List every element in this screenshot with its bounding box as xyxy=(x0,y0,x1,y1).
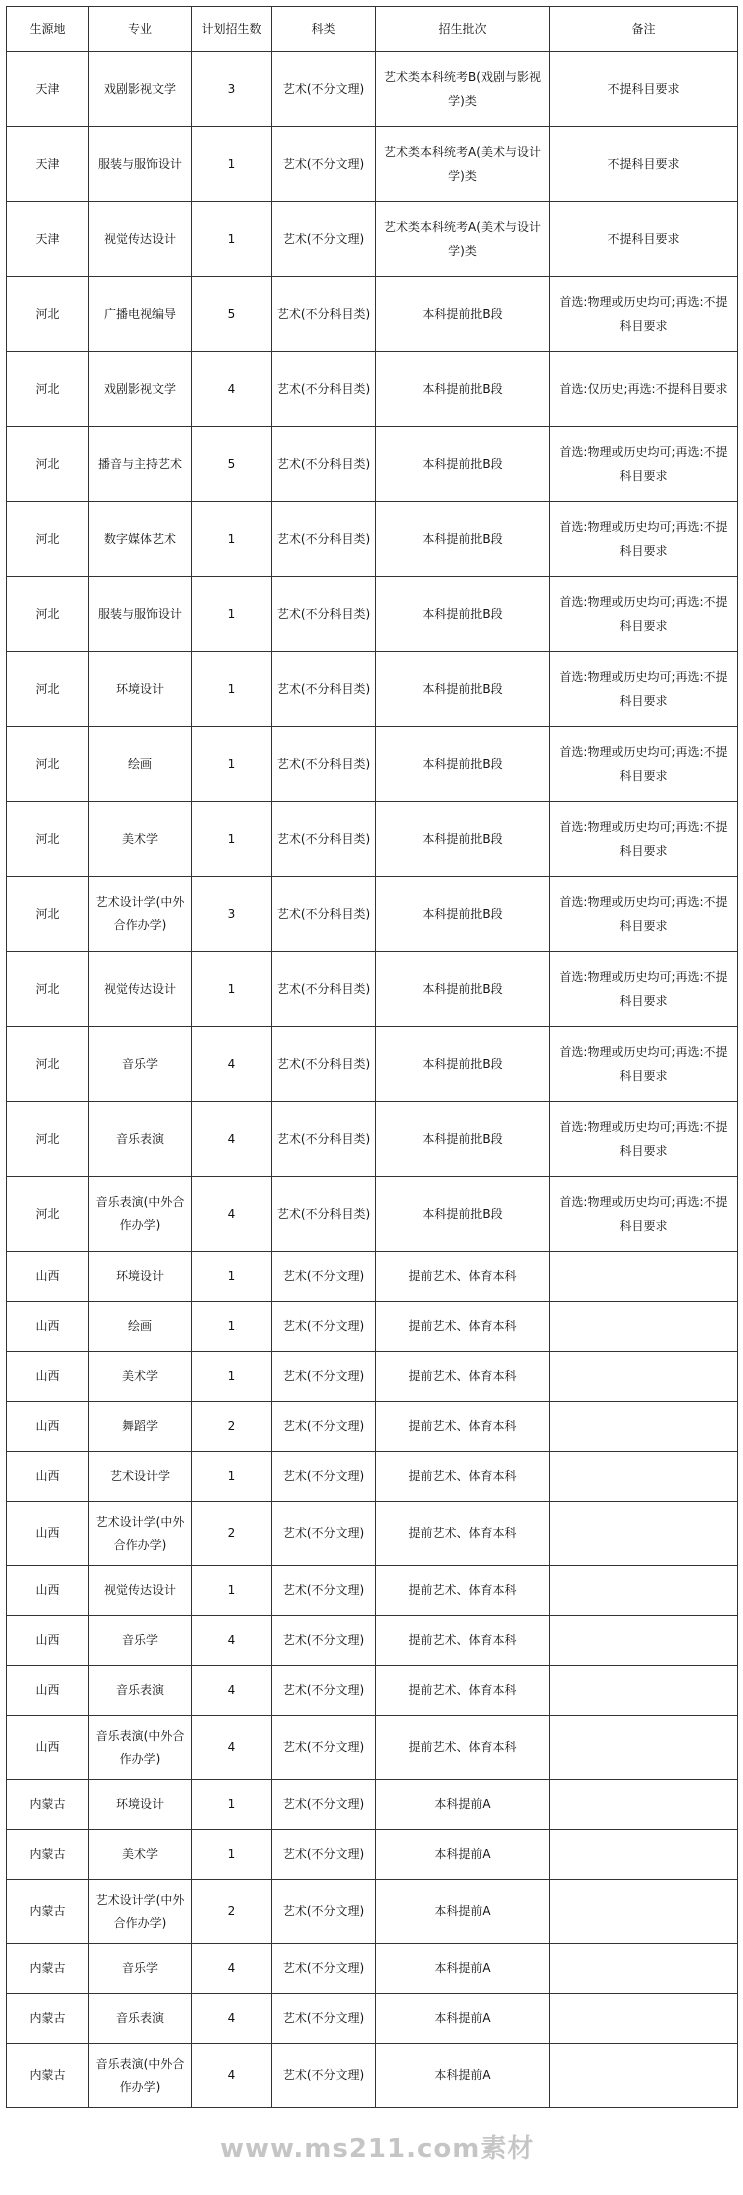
province-cell: 河北 xyxy=(7,652,89,727)
note-cell xyxy=(550,1352,738,1402)
major-cell: 美术学 xyxy=(89,1830,192,1880)
plan-count-cell: 4 xyxy=(192,1616,272,1666)
major-cell: 视觉传达设计 xyxy=(89,1566,192,1616)
note-cell: 首选:物理或历史均可;再选:不提科目要求 xyxy=(550,577,738,652)
plan-count-cell: 4 xyxy=(192,1944,272,1994)
province-cell: 河北 xyxy=(7,502,89,577)
plan-count-cell: 4 xyxy=(192,1177,272,1252)
admissions-plan-table xyxy=(6,6,738,2108)
batch-cell: 提前艺术、体育本科 xyxy=(376,1666,550,1716)
batch-cell: 本科提前批B段 xyxy=(376,1102,550,1177)
table-body xyxy=(7,52,738,2108)
category-cell: 艺术(不分文理) xyxy=(272,1302,376,1352)
table-row xyxy=(7,1027,738,1102)
category-cell: 艺术(不分科目类) xyxy=(272,277,376,352)
major-cell: 绘画 xyxy=(89,1302,192,1352)
category-cell: 艺术(不分科目类) xyxy=(272,727,376,802)
note-cell: 首选:物理或历史均可;再选:不提科目要求 xyxy=(550,502,738,577)
province-cell: 天津 xyxy=(7,202,89,277)
table-row xyxy=(7,502,738,577)
note-cell: 首选:物理或历史均可;再选:不提科目要求 xyxy=(550,1102,738,1177)
major-cell: 广播电视编导 xyxy=(89,277,192,352)
province-cell: 天津 xyxy=(7,52,89,127)
table-row xyxy=(7,352,738,427)
table-row xyxy=(7,1252,738,1302)
batch-cell: 本科提前A xyxy=(376,2044,550,2108)
major-cell: 环境设计 xyxy=(89,1252,192,1302)
plan-count-cell: 1 xyxy=(192,1452,272,1502)
batch-cell: 提前艺术、体育本科 xyxy=(376,1402,550,1452)
note-cell: 首选:物理或历史均可;再选:不提科目要求 xyxy=(550,1177,738,1252)
plan-count-cell: 1 xyxy=(192,577,272,652)
plan-count-cell: 1 xyxy=(192,1252,272,1302)
plan-count-cell: 1 xyxy=(192,727,272,802)
category-cell: 艺术(不分文理) xyxy=(272,127,376,202)
major-cell: 绘画 xyxy=(89,727,192,802)
province-cell: 河北 xyxy=(7,727,89,802)
note-cell xyxy=(550,1880,738,1944)
table-row xyxy=(7,202,738,277)
table-row xyxy=(7,727,738,802)
table-row xyxy=(7,277,738,352)
batch-cell: 本科提前A xyxy=(376,1780,550,1830)
major-cell: 服装与服饰设计 xyxy=(89,577,192,652)
batch-cell: 本科提前批B段 xyxy=(376,427,550,502)
note-cell xyxy=(550,1252,738,1302)
category-cell: 艺术(不分科目类) xyxy=(272,502,376,577)
note-cell: 首选:物理或历史均可;再选:不提科目要求 xyxy=(550,277,738,352)
table-row xyxy=(7,427,738,502)
plan-count-cell: 1 xyxy=(192,502,272,577)
table-header-row xyxy=(7,7,738,52)
batch-cell: 艺术类本科统考A(美术与设计学)类 xyxy=(376,202,550,277)
note-cell xyxy=(550,2044,738,2108)
province-cell: 山西 xyxy=(7,1302,89,1352)
note-cell xyxy=(550,1452,738,1502)
province-cell: 河北 xyxy=(7,802,89,877)
province-cell: 内蒙古 xyxy=(7,1944,89,1994)
category-cell: 艺术(不分文理) xyxy=(272,1830,376,1880)
major-cell: 艺术设计学(中外合作办学) xyxy=(89,1502,192,1566)
batch-cell: 本科提前批B段 xyxy=(376,652,550,727)
table-row xyxy=(7,802,738,877)
major-cell: 戏剧影视文学 xyxy=(89,352,192,427)
header-category: 科类 xyxy=(272,7,376,52)
category-cell: 艺术(不分文理) xyxy=(272,1352,376,1402)
batch-cell: 提前艺术、体育本科 xyxy=(376,1502,550,1566)
table-row xyxy=(7,652,738,727)
category-cell: 艺术(不分科目类) xyxy=(272,352,376,427)
category-cell: 艺术(不分文理) xyxy=(272,1780,376,1830)
province-cell: 山西 xyxy=(7,1252,89,1302)
category-cell: 艺术(不分文理) xyxy=(272,2044,376,2108)
batch-cell: 本科提前批B段 xyxy=(376,727,550,802)
note-cell: 首选:物理或历史均可;再选:不提科目要求 xyxy=(550,727,738,802)
category-cell: 艺术(不分文理) xyxy=(272,1716,376,1780)
batch-cell: 提前艺术、体育本科 xyxy=(376,1616,550,1666)
province-cell: 内蒙古 xyxy=(7,1830,89,1880)
category-cell: 艺术(不分文理) xyxy=(272,1666,376,1716)
plan-count-cell: 4 xyxy=(192,1716,272,1780)
table-row xyxy=(7,1177,738,1252)
province-cell: 天津 xyxy=(7,127,89,202)
category-cell: 艺术(不分科目类) xyxy=(272,802,376,877)
category-cell: 艺术(不分科目类) xyxy=(272,652,376,727)
province-cell: 山西 xyxy=(7,1452,89,1502)
note-cell: 首选:仅历史;再选:不提科目要求 xyxy=(550,352,738,427)
category-cell: 艺术(不分文理) xyxy=(272,1880,376,1944)
table-row xyxy=(7,1616,738,1666)
category-cell: 艺术(不分科目类) xyxy=(272,577,376,652)
plan-count-cell: 2 xyxy=(192,1402,272,1452)
batch-cell: 本科提前批B段 xyxy=(376,877,550,952)
table-row xyxy=(7,1666,738,1716)
province-cell: 山西 xyxy=(7,1352,89,1402)
category-cell: 艺术(不分科目类) xyxy=(272,952,376,1027)
batch-cell: 艺术类本科统考A(美术与设计学)类 xyxy=(376,127,550,202)
batch-cell: 本科提前批B段 xyxy=(376,1177,550,1252)
major-cell: 艺术设计学(中外合作办学) xyxy=(89,1880,192,1944)
plan-count-cell: 1 xyxy=(192,1830,272,1880)
note-cell xyxy=(550,1302,738,1352)
batch-cell: 本科提前A xyxy=(376,1880,550,1944)
plan-count-cell: 4 xyxy=(192,352,272,427)
province-cell: 河北 xyxy=(7,1102,89,1177)
plan-count-cell: 3 xyxy=(192,877,272,952)
plan-count-cell: 4 xyxy=(192,1027,272,1102)
plan-count-cell: 1 xyxy=(192,1352,272,1402)
plan-count-cell: 4 xyxy=(192,1994,272,2044)
note-cell xyxy=(550,1780,738,1830)
header-note: 备注 xyxy=(550,7,738,52)
province-cell: 河北 xyxy=(7,1177,89,1252)
note-cell: 首选:物理或历史均可;再选:不提科目要求 xyxy=(550,652,738,727)
major-cell: 播音与主持艺术 xyxy=(89,427,192,502)
major-cell: 音乐表演(中外合作办学) xyxy=(89,1177,192,1252)
note-cell: 首选:物理或历史均可;再选:不提科目要求 xyxy=(550,877,738,952)
plan-count-cell: 5 xyxy=(192,427,272,502)
batch-cell: 提前艺术、体育本科 xyxy=(376,1352,550,1402)
major-cell: 数字媒体艺术 xyxy=(89,502,192,577)
province-cell: 河北 xyxy=(7,352,89,427)
table-row xyxy=(7,1352,738,1402)
table-row xyxy=(7,1830,738,1880)
province-cell: 山西 xyxy=(7,1566,89,1616)
batch-cell: 提前艺术、体育本科 xyxy=(376,1716,550,1780)
major-cell: 美术学 xyxy=(89,1352,192,1402)
plan-count-cell: 4 xyxy=(192,2044,272,2108)
major-cell: 美术学 xyxy=(89,802,192,877)
category-cell: 艺术(不分文理) xyxy=(272,1994,376,2044)
province-cell: 内蒙古 xyxy=(7,1994,89,2044)
major-cell: 艺术设计学 xyxy=(89,1452,192,1502)
table-row xyxy=(7,1780,738,1830)
province-cell: 内蒙古 xyxy=(7,1880,89,1944)
plan-count-cell: 3 xyxy=(192,52,272,127)
major-cell: 音乐表演 xyxy=(89,1102,192,1177)
major-cell: 音乐表演(中外合作办学) xyxy=(89,2044,192,2108)
batch-cell: 本科提前批B段 xyxy=(376,277,550,352)
note-cell xyxy=(550,1994,738,2044)
table-row xyxy=(7,1944,738,1994)
header-plan-count: 计划招生数 xyxy=(192,7,272,52)
batch-cell: 本科提前批B段 xyxy=(376,952,550,1027)
batch-cell: 提前艺术、体育本科 xyxy=(376,1566,550,1616)
plan-count-cell: 1 xyxy=(192,1302,272,1352)
batch-cell: 本科提前批B段 xyxy=(376,1027,550,1102)
note-cell xyxy=(550,1944,738,1994)
major-cell: 舞蹈学 xyxy=(89,1402,192,1452)
table-row xyxy=(7,1994,738,2044)
header-province: 生源地 xyxy=(7,7,89,52)
note-cell: 不提科目要求 xyxy=(550,202,738,277)
major-cell: 音乐学 xyxy=(89,1944,192,1994)
major-cell: 音乐表演 xyxy=(89,1994,192,2044)
province-cell: 内蒙古 xyxy=(7,1780,89,1830)
plan-count-cell: 1 xyxy=(192,652,272,727)
note-cell xyxy=(550,1830,738,1880)
province-cell: 山西 xyxy=(7,1502,89,1566)
plan-count-cell: 1 xyxy=(192,1780,272,1830)
province-cell: 河北 xyxy=(7,277,89,352)
note-cell: 首选:物理或历史均可;再选:不提科目要求 xyxy=(550,802,738,877)
batch-cell: 提前艺术、体育本科 xyxy=(376,1252,550,1302)
batch-cell: 本科提前批B段 xyxy=(376,802,550,877)
category-cell: 艺术(不分科目类) xyxy=(272,877,376,952)
table-row xyxy=(7,1502,738,1566)
major-cell: 音乐学 xyxy=(89,1616,192,1666)
site-watermark: www.ms211.com素材 xyxy=(220,2134,535,2164)
plan-count-cell: 4 xyxy=(192,1666,272,1716)
plan-count-cell: 1 xyxy=(192,952,272,1027)
table-row xyxy=(7,1102,738,1177)
batch-cell: 本科提前A xyxy=(376,1830,550,1880)
province-cell: 山西 xyxy=(7,1616,89,1666)
province-cell: 山西 xyxy=(7,1402,89,1452)
province-cell: 山西 xyxy=(7,1716,89,1780)
note-cell xyxy=(550,1666,738,1716)
batch-cell: 艺术类本科统考B(戏剧与影视学)类 xyxy=(376,52,550,127)
major-cell: 音乐表演 xyxy=(89,1666,192,1716)
table-row xyxy=(7,127,738,202)
note-cell: 首选:物理或历史均可;再选:不提科目要求 xyxy=(550,952,738,1027)
header-major: 专业 xyxy=(89,7,192,52)
major-cell: 音乐学 xyxy=(89,1027,192,1102)
table-row xyxy=(7,1452,738,1502)
plan-count-cell: 4 xyxy=(192,1102,272,1177)
province-cell: 河北 xyxy=(7,952,89,1027)
table-row xyxy=(7,2044,738,2108)
note-cell xyxy=(550,1566,738,1616)
table-row xyxy=(7,952,738,1027)
province-cell: 河北 xyxy=(7,1027,89,1102)
province-cell: 河北 xyxy=(7,877,89,952)
table-row xyxy=(7,1302,738,1352)
table-row xyxy=(7,1716,738,1780)
batch-cell: 本科提前A xyxy=(376,1994,550,2044)
note-cell: 首选:物理或历史均可;再选:不提科目要求 xyxy=(550,1027,738,1102)
note-cell xyxy=(550,1502,738,1566)
major-cell: 视觉传达设计 xyxy=(89,202,192,277)
category-cell: 艺术(不分文理) xyxy=(272,52,376,127)
header-batch: 招生批次 xyxy=(376,7,550,52)
batch-cell: 提前艺术、体育本科 xyxy=(376,1452,550,1502)
major-cell: 艺术设计学(中外合作办学) xyxy=(89,877,192,952)
category-cell: 艺术(不分科目类) xyxy=(272,1177,376,1252)
note-cell: 不提科目要求 xyxy=(550,127,738,202)
note-cell xyxy=(550,1402,738,1452)
batch-cell: 本科提前A xyxy=(376,1944,550,1994)
category-cell: 艺术(不分科目类) xyxy=(272,427,376,502)
note-cell xyxy=(550,1716,738,1780)
note-cell: 不提科目要求 xyxy=(550,52,738,127)
table-row xyxy=(7,1402,738,1452)
plan-count-cell: 2 xyxy=(192,1880,272,1944)
category-cell: 艺术(不分文理) xyxy=(272,1452,376,1502)
major-cell: 服装与服饰设计 xyxy=(89,127,192,202)
category-cell: 艺术(不分文理) xyxy=(272,1502,376,1566)
table-row xyxy=(7,1880,738,1944)
category-cell: 艺术(不分文理) xyxy=(272,202,376,277)
table-row xyxy=(7,52,738,127)
category-cell: 艺术(不分文理) xyxy=(272,1944,376,1994)
table-row xyxy=(7,577,738,652)
plan-count-cell: 1 xyxy=(192,1566,272,1616)
plan-count-cell: 1 xyxy=(192,127,272,202)
category-cell: 艺术(不分文理) xyxy=(272,1252,376,1302)
province-cell: 内蒙古 xyxy=(7,2044,89,2108)
table-row xyxy=(7,1566,738,1616)
note-cell: 首选:物理或历史均可;再选:不提科目要求 xyxy=(550,427,738,502)
major-cell: 戏剧影视文学 xyxy=(89,52,192,127)
batch-cell: 本科提前批B段 xyxy=(376,502,550,577)
major-cell: 环境设计 xyxy=(89,1780,192,1830)
batch-cell: 提前艺术、体育本科 xyxy=(376,1302,550,1352)
province-cell: 河北 xyxy=(7,427,89,502)
category-cell: 艺术(不分科目类) xyxy=(272,1102,376,1177)
province-cell: 山西 xyxy=(7,1666,89,1716)
category-cell: 艺术(不分科目类) xyxy=(272,1027,376,1102)
plan-count-cell: 5 xyxy=(192,277,272,352)
category-cell: 艺术(不分文理) xyxy=(272,1616,376,1666)
category-cell: 艺术(不分文理) xyxy=(272,1566,376,1616)
category-cell: 艺术(不分文理) xyxy=(272,1402,376,1452)
plan-count-cell: 2 xyxy=(192,1502,272,1566)
batch-cell: 本科提前批B段 xyxy=(376,577,550,652)
major-cell: 环境设计 xyxy=(89,652,192,727)
province-cell: 河北 xyxy=(7,577,89,652)
table-row xyxy=(7,877,738,952)
major-cell: 视觉传达设计 xyxy=(89,952,192,1027)
note-cell xyxy=(550,1616,738,1666)
plan-count-cell: 1 xyxy=(192,202,272,277)
batch-cell: 本科提前批B段 xyxy=(376,352,550,427)
plan-count-cell: 1 xyxy=(192,802,272,877)
major-cell: 音乐表演(中外合作办学) xyxy=(89,1716,192,1780)
